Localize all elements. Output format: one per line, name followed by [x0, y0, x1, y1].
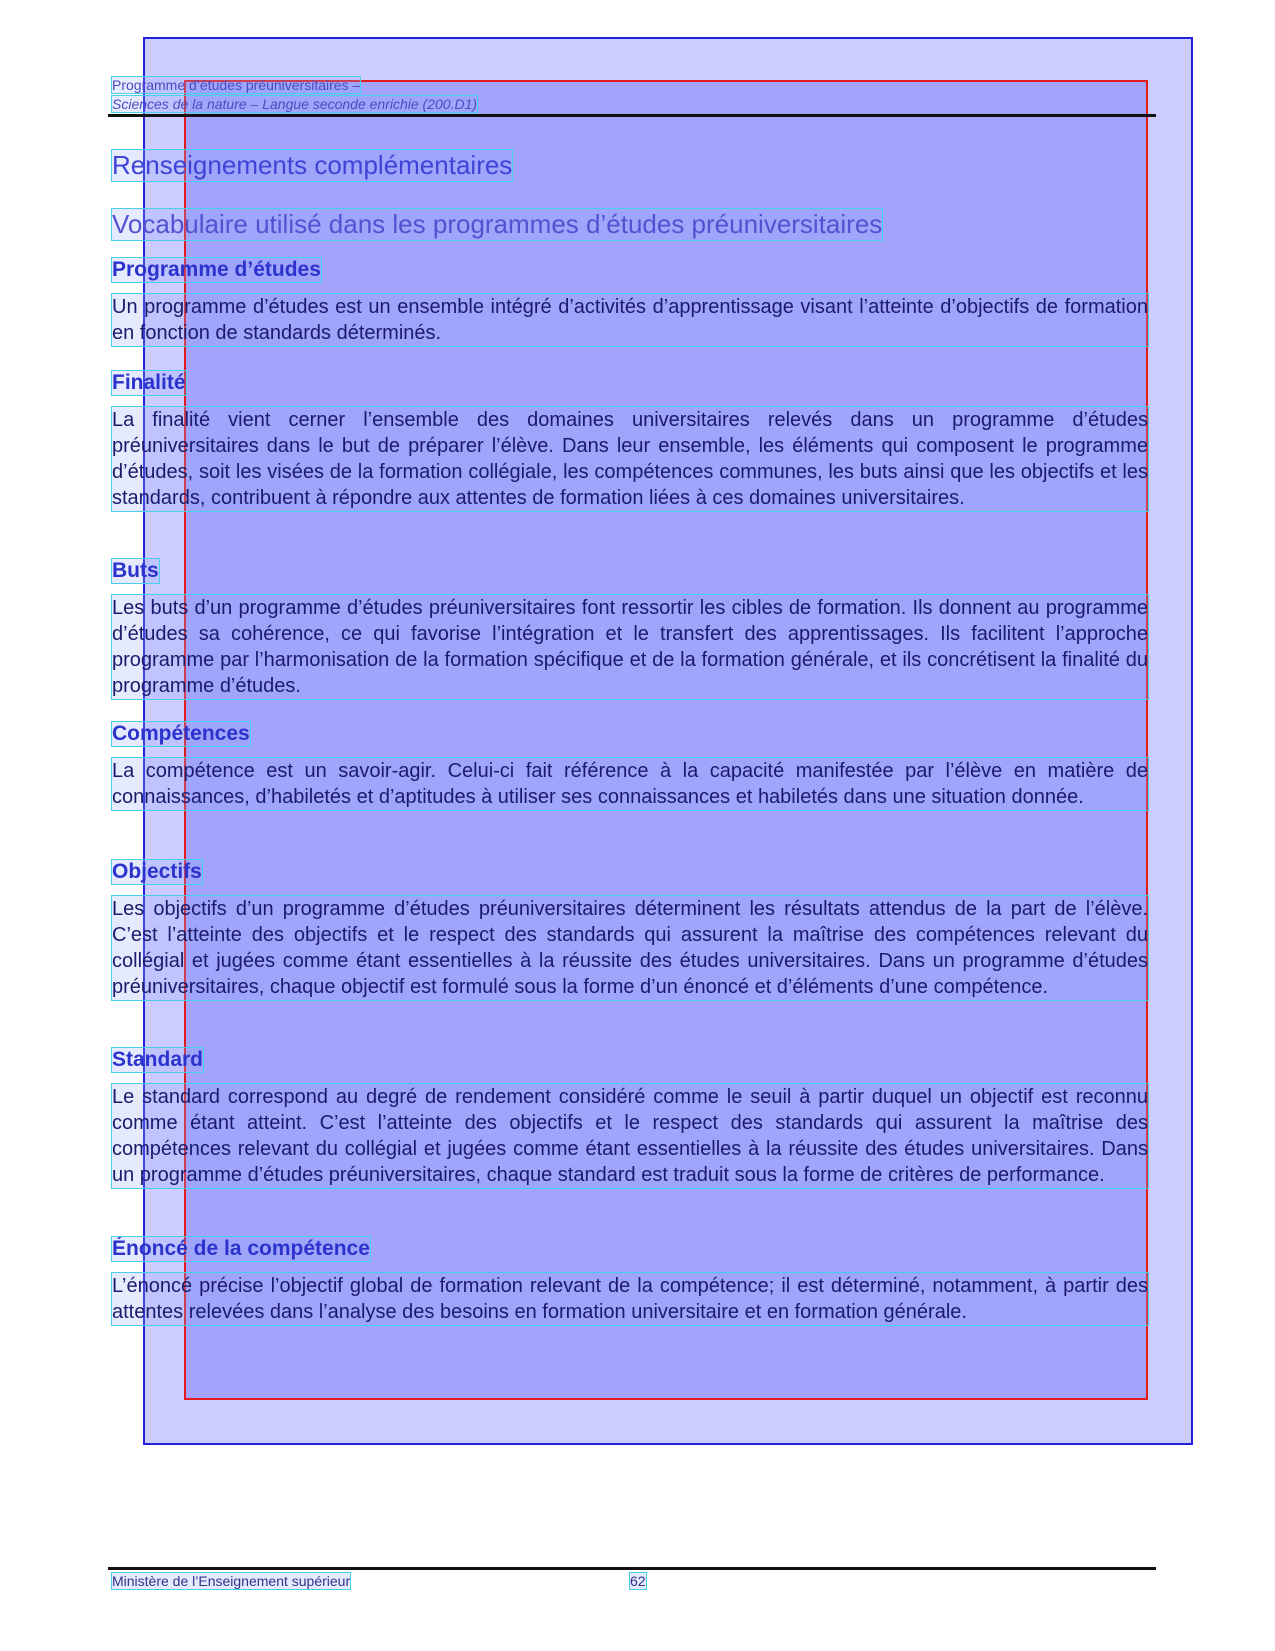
- section-heading-finalite: Finalité: [112, 371, 186, 394]
- section-text-buts: Les buts d’un programme d’études préuniversitaires font ressortir les cibles de formation. Ils donnent au programme d’études sa cohérence, ce qui favorise l’intégration et le transfert des apprentissages. Ils facilitent l’approche programme par l’harmonisation de la formation spécifique et de la formation générale, et ils concrétisent la finalité du programme d’études.: [112, 597, 1148, 697]
- running-header-line1: Programme d’études préuniversitaires –: [112, 77, 361, 93]
- section-heading-enonce: Énoncé de la compétence: [112, 1237, 370, 1260]
- page-subtitle: Vocabulaire utilisé dans les programmes d’études préuniversitaires: [112, 209, 883, 239]
- section-text-finalite: La finalité vient cerner l’ensemble des domaines universitaires relevés dans un programme d’études préuniversitaires dans le but de préparer l’élève. Dans leur ensemble, les éléments qui composent le programme d’études, soit les visées de la formation collégiale, les compétences communes, les buts ainsi que les objectifs et les standards, contribuent à répondre aux attentes de formation liées à ces domaines universitaires.: [112, 409, 1148, 509]
- footer-ministry: Ministère de l’Enseignement supérieur: [112, 1573, 351, 1589]
- section-heading-standard: Standard: [112, 1048, 204, 1071]
- section-text-competences: La compétence est un savoir-agir. Celui-ci fait référence à la capacité manifestée par l’élève en matière de connaissances, d’habiletés et d’aptitudes à utiliser ses connaissances et habiletés dans une situation donnée.: [112, 760, 1148, 808]
- running-header-line2: Sciences de la nature – Langue seconde enrichie (200.D1): [112, 96, 478, 112]
- section-heading-programme: Programme d’études: [112, 258, 321, 281]
- section-heading-buts: Buts: [112, 559, 159, 582]
- section-text-standard: Le standard correspond au degré de rendement considéré comme le seuil à partir duquel un objectif est reconnu comme étant atteint. C’est l’atteinte des objectifs et le respect des standards qui assurent la maîtrise des compétences relevant du collégial et jugées comme étant essentielles à la réussite des études universitaires. Dans un programme d’études préuniversitaires, chaque standard est traduit sous la forme de critères de performance.: [112, 1086, 1148, 1186]
- section-text-programme: Un programme d’études est un ensemble intégré d’activités d’apprentissage visant l’atteinte d’objectifs de formation en fonction de standards déterminés.: [112, 296, 1148, 344]
- section-heading-competences: Compétences: [112, 722, 250, 745]
- page-title: Renseignements complémentaires: [112, 150, 513, 180]
- section-text-enonce: L’énoncé précise l’objectif global de formation relevant de la compétence; il est déterminé, notamment, à partir des attentes relevées dans l’analyse des besoins en formation universitaire et en formation générale.: [112, 1275, 1148, 1323]
- section-text-objectifs: Les objectifs d’un programme d’études préuniversitaires déterminent les résultats attendus de la part de l’élève. C’est l’atteinte des objectifs et le respect des standards qui assurent la maîtrise des compétences relevant du collégial et jugées comme étant essentielles à la réussite des études universitaires. Dans un programme d’études préuniversitaires, chaque objectif est formulé sous la forme d’un énoncé et d’éléments d’une compétence.: [112, 898, 1148, 998]
- footer-page-number: 62: [630, 1573, 646, 1589]
- section-heading-objectifs: Objectifs: [112, 860, 202, 883]
- page-content: [112, 0, 1148, 1651]
